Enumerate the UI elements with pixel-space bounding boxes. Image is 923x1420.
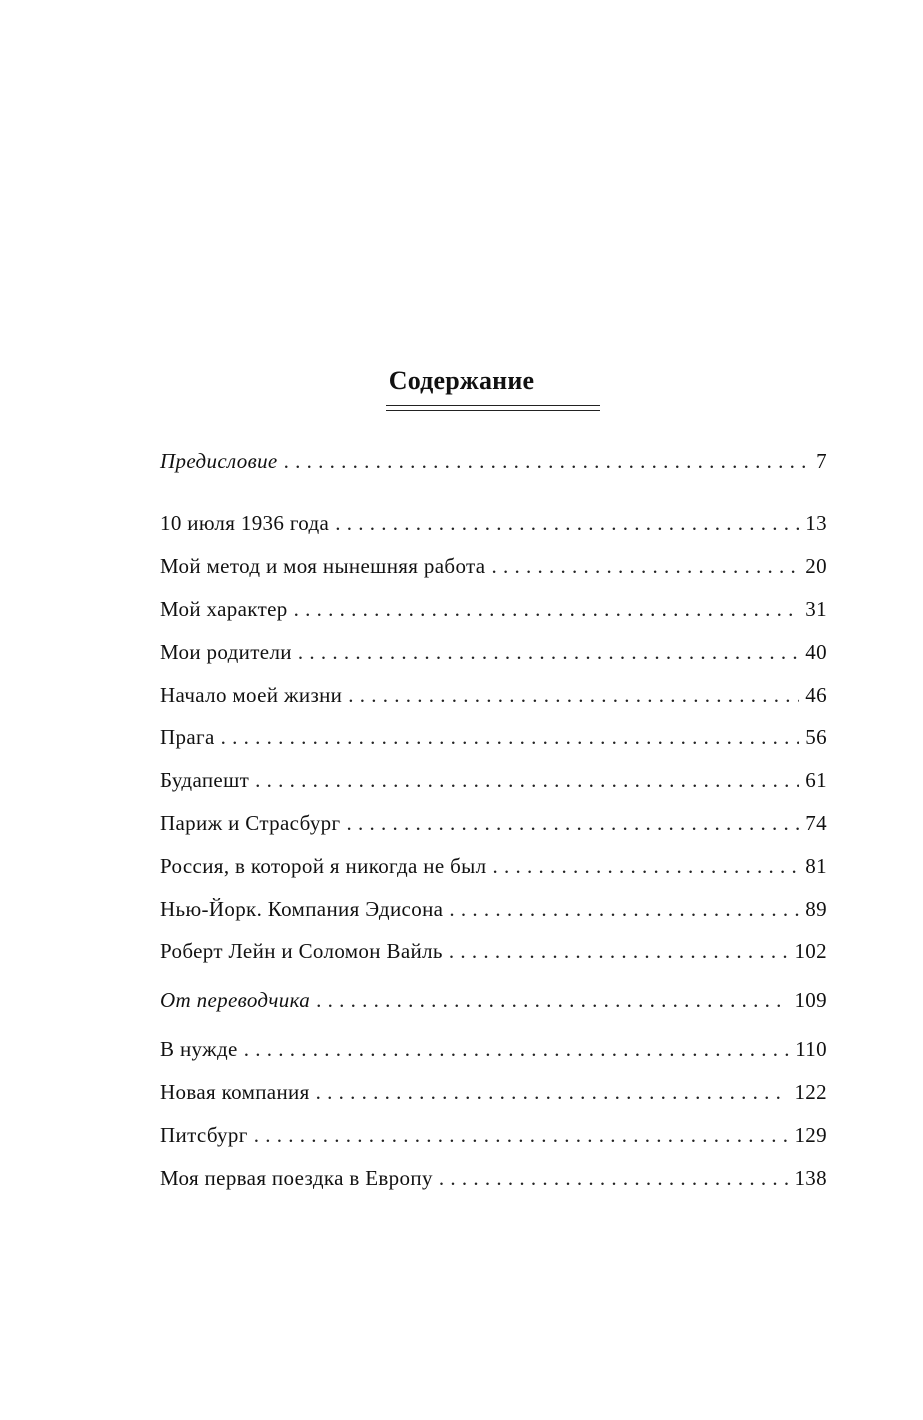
toc-entry[interactable] xyxy=(160,853,827,879)
dot-leader xyxy=(298,639,799,665)
toc-entry[interactable] xyxy=(160,1122,827,1148)
toc-entry-page: 13 xyxy=(805,511,827,535)
toc-entry-title: Россия, в которой я никогда не был xyxy=(160,854,487,878)
toc-entry-title: Париж и Страсбург xyxy=(160,811,341,835)
dot-leader xyxy=(346,810,799,836)
dot-leader xyxy=(439,1165,789,1191)
toc-entry-title: В нужде xyxy=(160,1037,238,1061)
dot-leader xyxy=(254,1122,789,1148)
toc-entry[interactable] xyxy=(160,1079,827,1105)
dot-leader xyxy=(449,938,789,964)
dot-leader xyxy=(492,853,799,879)
toc-entry-page: 56 xyxy=(805,725,827,749)
title-rule-lower xyxy=(386,410,600,411)
toc-entry-page: 31 xyxy=(805,597,827,621)
toc-entry[interactable] xyxy=(160,682,827,708)
toc-entry-title: 10 июля 1936 года xyxy=(160,511,330,535)
toc-entry[interactable] xyxy=(160,1036,827,1062)
toc-entry-title: Моя первая поездка в Европу xyxy=(160,1166,433,1190)
toc-entry-preface[interactable] xyxy=(160,448,827,474)
toc-entry-title: Предисловие xyxy=(160,449,278,473)
toc-entry-page: 7 xyxy=(816,449,827,473)
toc-entry[interactable] xyxy=(160,938,827,964)
dot-leader xyxy=(255,767,799,793)
dot-leader xyxy=(244,1036,790,1062)
toc-entry[interactable] xyxy=(160,1165,827,1191)
toc-entry-page: 110 xyxy=(795,1037,827,1061)
toc-entry-page: 46 xyxy=(805,683,827,707)
toc-entry-page: 138 xyxy=(794,1166,827,1190)
toc-entry-title: Питсбург xyxy=(160,1123,248,1147)
dot-leader xyxy=(348,682,799,708)
toc-entry-title: Мой метод и моя нынешняя работа xyxy=(160,554,486,578)
toc-entry-title: Прага xyxy=(160,725,215,749)
dot-leader xyxy=(316,1079,789,1105)
toc-entry-title: Новая компания xyxy=(160,1080,310,1104)
toc-entry[interactable] xyxy=(160,810,827,836)
toc-entry-title: Нью-Йорк. Компания Эдисона xyxy=(160,897,444,921)
toc-entry-title: Роберт Лейн и Соломон Вайль xyxy=(160,939,443,963)
toc-entry-page: 20 xyxy=(805,554,827,578)
dot-leader xyxy=(491,553,799,579)
toc-entry-page: 81 xyxy=(805,854,827,878)
toc-entry-page: 74 xyxy=(805,811,827,835)
toc-entry-title: От переводчика xyxy=(160,988,311,1012)
toc-entry-page: 129 xyxy=(794,1123,827,1147)
dot-leader xyxy=(316,987,788,1013)
toc-entry[interactable] xyxy=(160,553,827,579)
toc-entry[interactable] xyxy=(160,896,827,922)
dot-leader xyxy=(221,724,800,750)
dot-leader xyxy=(294,596,800,622)
toc-entry-page: 109 xyxy=(794,988,827,1012)
toc-entry[interactable] xyxy=(160,639,827,665)
dot-leader xyxy=(284,448,811,474)
toc-entry[interactable] xyxy=(160,510,827,536)
page-title: Содержание xyxy=(388,366,535,395)
toc-entry-title: Будапешт xyxy=(160,768,250,792)
dot-leader xyxy=(335,510,799,536)
dot-leader xyxy=(449,896,799,922)
toc-entry-page: 122 xyxy=(794,1080,827,1104)
toc-entry-title: Мои родители xyxy=(160,640,292,664)
toc-entry[interactable] xyxy=(160,767,827,793)
toc-entry-title: Начало моей жизни xyxy=(160,683,343,707)
title-rule-upper xyxy=(386,405,600,406)
toc-entry[interactable] xyxy=(160,596,827,622)
toc-entry-translator[interactable] xyxy=(160,987,827,1013)
toc-entry-page: 61 xyxy=(805,768,827,792)
toc-entry[interactable] xyxy=(160,724,827,750)
toc-entry-page: 102 xyxy=(794,939,827,963)
toc-entry-title: Мой характер xyxy=(160,597,288,621)
toc-entry-page: 89 xyxy=(805,897,827,921)
toc-entry-page: 40 xyxy=(805,640,827,664)
